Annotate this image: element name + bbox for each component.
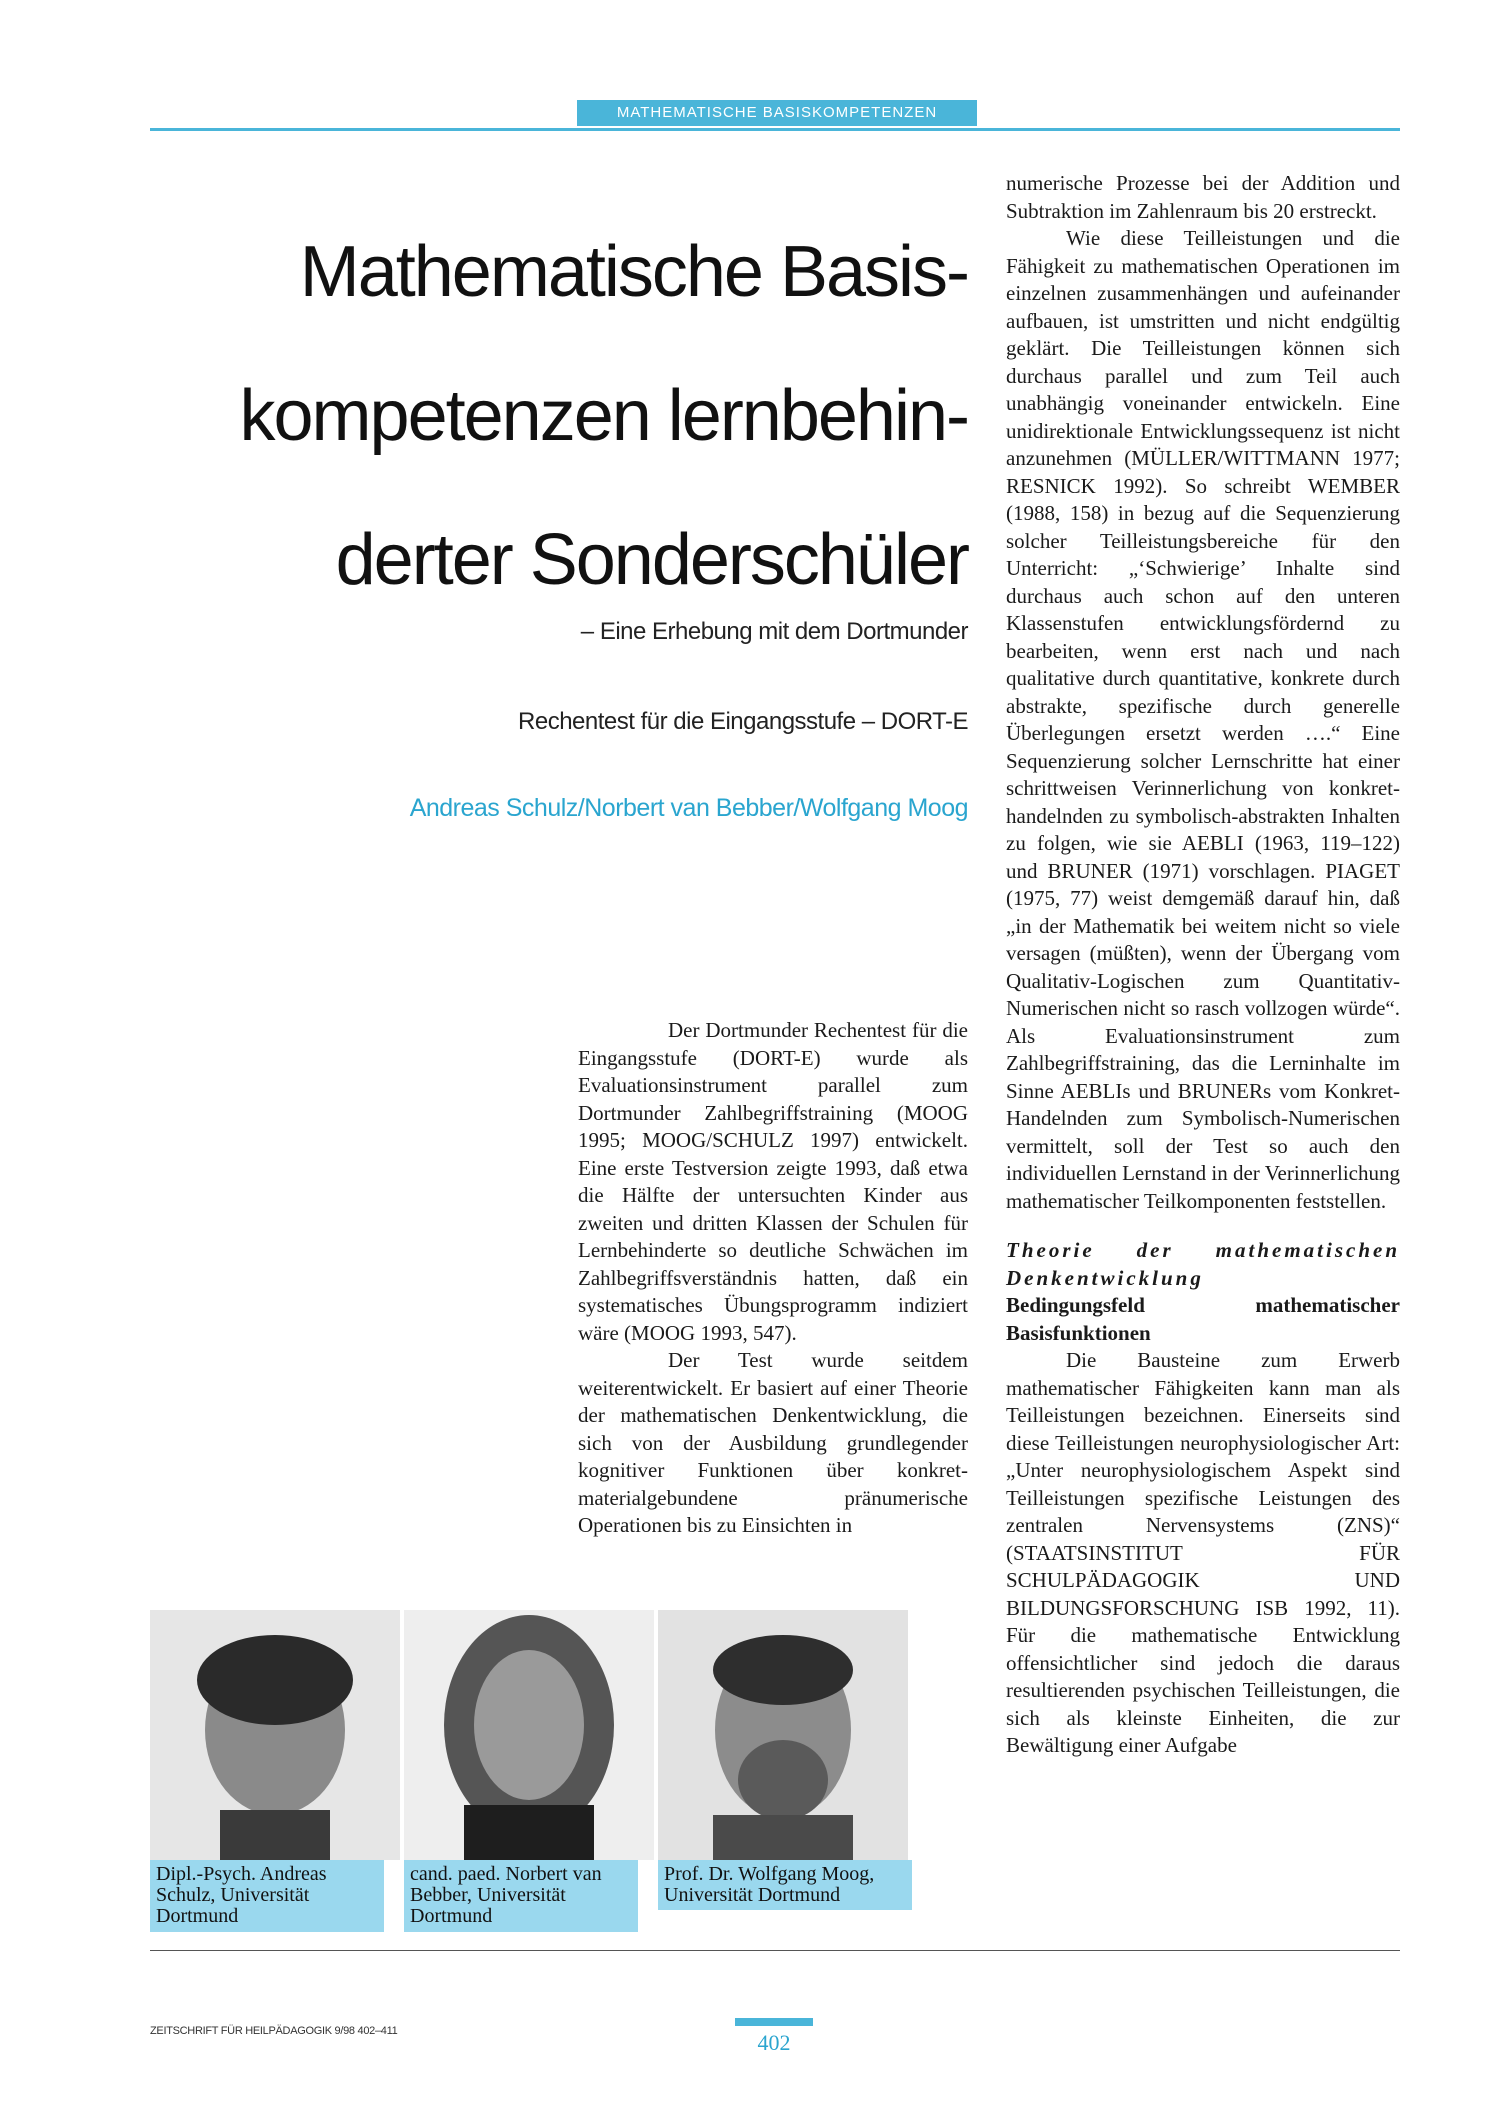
title-line: derter Sonderschüler	[335, 520, 968, 600]
title-line: Mathematische Basis-	[299, 232, 968, 312]
article-title	[148, 200, 968, 632]
portrait-image	[404, 1610, 654, 1860]
header-rule	[150, 128, 1400, 131]
right-text-column	[1006, 170, 1400, 1760]
paragraph: Wie diese Teilleistungen und die Fähigkeit zu mathematischen Operationen im einzelnen zusammenhängen und aufeinander aufbauen, ist umstritten und nicht endgültig geklärt. Die Teilleistungen können sich durchaus parallel und zum Teil auch unabhängig voneinander entwickeln. Eine unidirektionale Entwicklungssequenz ist nicht anzunehmen (MÜLLER/WITTMANN 1977; RESNICK 1992). So schreibt WEMBER (1988, 158) in bezug auf die Sequenzierung solcher Teilleistungsbereiche für den Unterricht: „‘Schwierige’ Inhalte sind durchaus auch schon auf den unteren Klassenstufen entwicklungsfördernd zu bearbeiten, wenn erst nach und nach qualitative durch quantitative, konkrete durch abstrakte, spezifische durch generelle Überlegungen ersetzt werden ….“ Eine Sequenzierung solcher Lernschritte hat einer schrittweisen Verinnerlichung von konkret-handelnden zu symbolisch-abstrakten Inhalten zu folgen, wie sie AEBLI (1963, 119–122) und BRUNER (1971) vorschlagen. PIAGET (1975, 77) weist demgemäß darauf hin, daß „in der Mathematik bei weitem nicht so viele versagen (müßten), wenn der Übergang vom Qualitativ-Logischen zum Quantitativ-Numerischen nicht so rasch vollzogen würde“. Als Evaluationsinstrument zum Zahlbegriffstraining, das die Lerninhalte im Sinne AEBLIs und BRUNERs vom Konkret-Handelnden zum Symbolisch-Numerischen vermittelt, soll der Test so auch den individuellen Lernstand in der Verinnerlichung mathematischer Teilkomponenten feststellen.	[1006, 226, 1400, 1213]
title-line: kompetenzen lernbehin-	[239, 376, 968, 456]
paragraph: numerische Prozesse bei der Addition und Subtraktion im Zahlenraum bis 20 erstreckt.	[1006, 171, 1400, 223]
section-heading: Theorie der mathematischen Denkentwicklung	[1006, 1238, 1400, 1290]
subsection-heading: Bedingungsfeld mathematischer Basisfunktionen	[1006, 1293, 1400, 1345]
footer-rule	[150, 1950, 1400, 1951]
portrait-image	[150, 1610, 400, 1860]
paragraph: Die Bausteine zum Erwerb mathematischer Fähigkeiten kann man als Teilleistungen bezeichnen. Einerseits sind diese Teilleistungen neurophysiologischer Art: „Unter neurophysiologischem Aspekt sind Teilleistungen spezifische Leistungen des zentralen Nervensystems (ZNS)“ (STAATSINSTITUT FÜR SCHULPÄDAGOGIK UND BILDUNGSFORSCHUNG ISB 1992, 11). Für die mathematische Entwicklung offensichtlicher sind jedoch die daraus resultierenden psychischen Teilleistungen, die sich als kleinste Einheiten, die zur Bewältigung einer Aufgabe	[1006, 1348, 1400, 1757]
paragraph: Der Test wurde seitdem weiterentwickelt. Er basiert auf einer Theorie der mathematischen Denkentwicklung, die sich von der Ausbildung grundlegender kognitiver Funktionen über konkret-materialgebundene pränumerische Operationen bis zu Einsichten in	[578, 1348, 968, 1537]
portrait-image	[658, 1610, 908, 1860]
author-names: Andreas Schulz/Norbert van Bebber/Wolfgang Moog	[409, 794, 968, 822]
subtitle-line-1: – Eine Erhebung mit dem Dortmunder	[580, 618, 968, 645]
photo-caption: Prof. Dr. Wolfgang Moog, Universität Dortmund	[658, 1860, 912, 1910]
section-label: MATHEMATISCHE BASISKOMPETENZEN	[577, 100, 977, 126]
author-photo-moog	[658, 1610, 908, 1860]
photo-caption: Dipl.-Psych. Andreas Schulz, Universität Dortmund	[150, 1860, 384, 1932]
author-photo-schulz	[150, 1610, 400, 1860]
journal-reference: ZEITSCHRIFT FÜR HEILPÄDAGOGIK 9/98 402–411	[150, 2025, 398, 2037]
author-photo-van-bebber	[404, 1610, 654, 1860]
subtitle-line-2: Rechentest für die Eingangsstufe – DORT-E	[518, 708, 968, 735]
left-text-column	[578, 1017, 968, 1540]
page-number: 402	[757, 2030, 791, 2055]
page-number-tab	[735, 2018, 813, 2026]
photo-caption: cand. paed. Norbert van Bebber, Universität Dortmund	[404, 1860, 638, 1932]
paragraph: Der Dortmunder Rechentest für die Eingangsstufe (DORT-E) wurde als Evaluationsinstrument parallel zum Dortmunder Zahlbegriffstraining (MOOG 1995; MOOG/SCHULZ 1997) entwickelt. Eine erste Testversion zeigte 1993, daß etwa die Hälfte der untersuchten Kinder aus zweiten und dritten Klassen der Schulen für Lernbehinderte so deutliche Schwächen im Zahlbegriffsverständnis hatten, daß ein systematisches Übungsprogramm indiziert wäre (MOOG 1993, 547).	[578, 1018, 968, 1345]
